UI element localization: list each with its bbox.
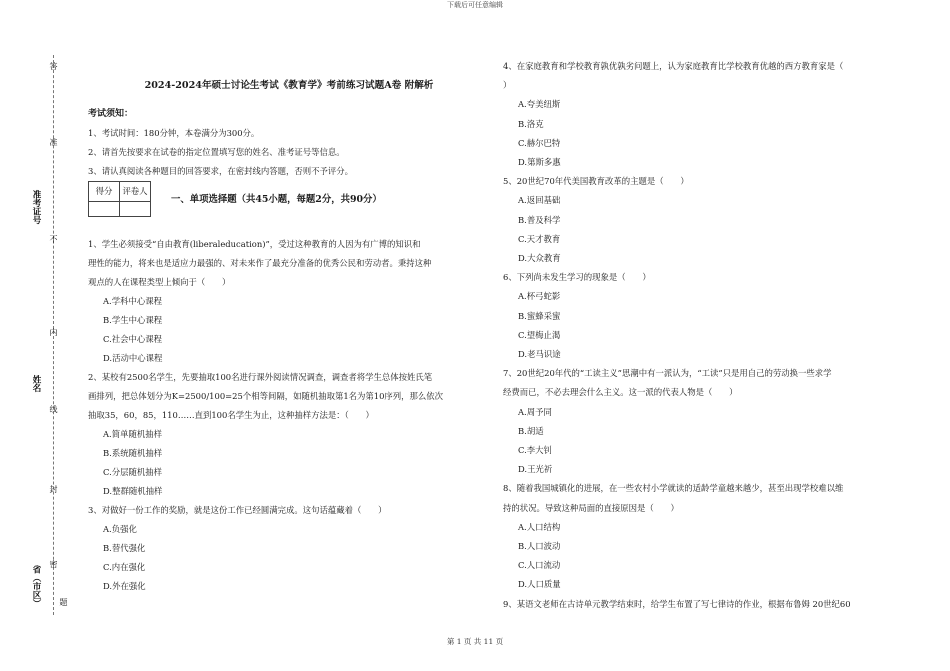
question xyxy=(88,368,490,501)
seal-mark: 线 xyxy=(49,405,58,413)
exam-number-label: 准考证号 xyxy=(31,190,41,224)
score-row xyxy=(88,181,490,217)
answer-option[interactable]: D.大众教育 xyxy=(518,253,561,264)
answer-option[interactable]: A.返回基础 xyxy=(518,195,561,206)
question-text: 9、某语文老师在古诗单元教学结束时，给学生布置了写七律诗的作业，根据布鲁姆 20世纪60 xyxy=(503,598,851,609)
binding-margin xyxy=(0,0,70,671)
score-header: 得分 xyxy=(89,182,120,202)
seal-mark: 内 xyxy=(49,328,58,336)
answer-option[interactable]: C.望梅止渴 xyxy=(518,329,561,340)
answer-option[interactable]: D.老马识途 xyxy=(518,349,561,360)
question-text: 2、某校有2500名学生，先要抽取100名进行课外阅读情况调查，调查者将学生总体按姓氏笔 xyxy=(88,372,433,382)
left-questions xyxy=(88,225,490,596)
notice-item: 3、请认真阅读各种题目的回答要求，在密封线内答题，否则不予评分。 xyxy=(88,166,353,176)
question xyxy=(503,595,905,614)
exam-title: 2024-2024年硕士讨论生考试《教育学》考前练习试题A卷 附解析 xyxy=(144,80,434,91)
right-questions xyxy=(503,57,905,614)
grader-cell[interactable] xyxy=(120,202,151,217)
answer-option[interactable]: A.学科中心课程 xyxy=(103,296,162,306)
question-text: 8、随着我国城镇化的进展，在一些农村小学就读的适龄学童越来越少，甚至出现学校难以维 xyxy=(503,483,844,494)
answer-option[interactable]: C.社会中心课程 xyxy=(103,334,163,344)
answer-option[interactable]: C.内在强化 xyxy=(103,562,146,572)
answer-option[interactable]: A.杯弓蛇影 xyxy=(518,291,561,302)
answer-option[interactable]: A.周予同 xyxy=(518,406,552,417)
name-label: 姓名 xyxy=(31,375,41,392)
answer-option[interactable]: C.赫尔巴特 xyxy=(518,137,561,148)
answer-option[interactable]: A.负强化 xyxy=(103,524,137,534)
section-title: 一、单项选择题（共45小题，每题2分，共90分） xyxy=(171,193,382,205)
answer-option[interactable]: D.人口质量 xyxy=(518,579,561,590)
seal-mark: 密 xyxy=(49,560,58,568)
answer-option[interactable]: D.第斯多惠 xyxy=(518,157,561,168)
seal-mark: 题 xyxy=(59,598,68,606)
answer-option[interactable]: B.蜜蜂采蜜 xyxy=(518,310,561,321)
answer-option[interactable]: C.天才教育 xyxy=(518,233,561,244)
page-footer: 第 1 页 共 11 页 xyxy=(446,637,504,646)
right-column xyxy=(503,57,905,614)
question xyxy=(503,268,905,364)
grader-header: 评卷人 xyxy=(120,182,151,202)
province-label: 省（市区） xyxy=(31,565,41,608)
question-text: 5、20世纪70年代美国教育改革的主题是（ ） xyxy=(503,176,689,187)
answer-option[interactable]: C.人口流动 xyxy=(518,560,561,571)
answer-option[interactable]: B.系统随机抽样 xyxy=(103,448,163,458)
question xyxy=(88,225,490,368)
answer-option[interactable]: B.替代强化 xyxy=(103,543,146,553)
answer-option[interactable]: B.学生中心课程 xyxy=(103,315,163,325)
seal-mark: 准 xyxy=(49,138,58,146)
score-cell[interactable] xyxy=(89,202,120,217)
question-text: 观点的人在课程类型上倾向于（ ） xyxy=(88,277,231,287)
question-text: 6、下列尚未发生学习的现象是（ ） xyxy=(503,272,651,283)
answer-option[interactable]: A.简单随机抽样 xyxy=(103,429,162,439)
question xyxy=(503,172,905,268)
question-text: 经费而已，不必去理会什么主义。这一派的代表人物是（ ） xyxy=(503,387,738,398)
question xyxy=(88,501,490,596)
question xyxy=(503,364,905,479)
notice-item: 2、请首先按要求在试卷的指定位置填写您的姓名、准考证号等信息。 xyxy=(88,147,345,157)
answer-option[interactable]: B.洛克 xyxy=(518,118,544,129)
question-text: 理性的能力，将来也是适应力最强的、对未来作了最充分准备的优秀公民和劳动者。秉持这种 xyxy=(88,258,432,268)
seal-mark: 不 xyxy=(49,235,58,243)
score-table xyxy=(88,181,151,217)
question xyxy=(503,57,905,172)
answer-option[interactable]: B.普及科学 xyxy=(518,214,561,225)
question xyxy=(503,479,905,594)
answer-option[interactable]: D.活动中心课程 xyxy=(103,353,163,363)
seal-mark: 封 xyxy=(49,485,58,493)
question-text: 1、学生必须接受“自由教育(liberaleducation)”，受过这种教育的人因为有广博的知识和 xyxy=(88,239,421,249)
answer-option[interactable]: A.人口结构 xyxy=(518,521,561,532)
notice-item: 1、考试时间：180分钟，本卷满分为300分。 xyxy=(88,128,260,138)
answer-option[interactable]: D.王光祈 xyxy=(518,464,553,475)
question-text: ） xyxy=(503,80,512,91)
answer-option[interactable]: D.整群随机抽样 xyxy=(103,486,163,496)
seal-mark: 答 xyxy=(49,62,58,70)
question-text: 画排列，把总体划分为K=2500/100=25个相等间隔，如随机抽取第1名为第10序列，那么依次 xyxy=(88,391,444,401)
answer-option[interactable]: B.人口波动 xyxy=(518,541,561,552)
answer-option[interactable]: C.分层随机抽样 xyxy=(103,467,163,477)
page-header: 下载后可任意编辑 xyxy=(447,1,503,9)
question-text: 4、在家庭教育和学校教育孰优孰劣问题上，认为家庭教育比学校教育优越的西方教育家是（ xyxy=(503,61,844,71)
notice-heading: 考试须知： xyxy=(88,109,134,119)
answer-option[interactable]: D.外在强化 xyxy=(103,581,146,591)
question-text: 抽取35，60，85，110……直到100名学生为止，这种抽样方法是：（ ） xyxy=(88,410,374,420)
question-text: 7、20世纪20年代的“工读主义”思潮中有一派认为，“工读”只是用自己的劳动换一些求学 xyxy=(503,368,832,379)
question-text: 3、对做好一份工作的奖励，就是这份工作已经圆满完成。这句话蕴藏着（ ） xyxy=(88,505,387,515)
answer-option[interactable]: B.胡适 xyxy=(518,425,544,436)
left-column xyxy=(88,76,490,596)
answer-option[interactable]: C.李大钊 xyxy=(518,445,552,456)
question-text: 持的状况。导致这种局面的直接原因是（ ） xyxy=(503,502,679,513)
answer-option[interactable]: A.夸美纽斯 xyxy=(518,99,561,110)
